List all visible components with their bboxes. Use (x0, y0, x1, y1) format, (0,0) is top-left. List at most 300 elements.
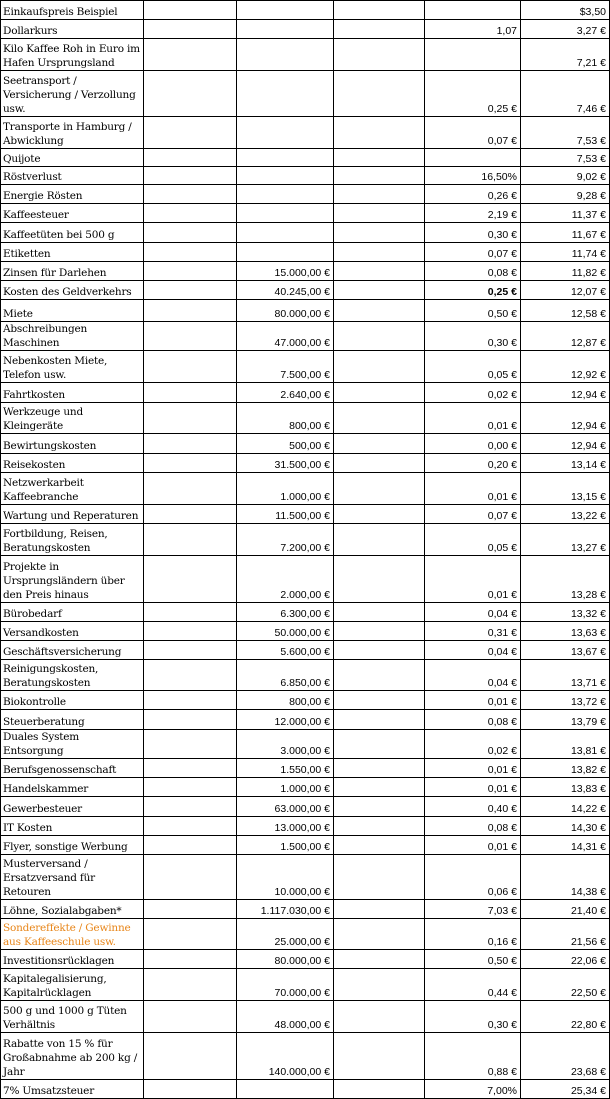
table-row (1, 1, 610, 20)
empty-cell (144, 660, 237, 691)
row-label: Sondereffekte / Gewinne aus Kaffeeschule usw. (1, 919, 144, 950)
empty-cell (144, 149, 237, 167)
row-label: Röstverlust (1, 167, 144, 185)
total-cell: 13,32 € (521, 603, 610, 622)
table-row (1, 505, 610, 524)
amount-cell: 140.000,00 € (237, 1033, 334, 1080)
amount-cell: 80.000,00 € (237, 950, 334, 969)
amount-cell: 25.000,00 € (237, 919, 334, 950)
empty-cell (334, 39, 425, 71)
empty-cell (144, 524, 237, 556)
total-cell: 13,14 € (521, 454, 610, 473)
row-label: Geschäftsversicherung (1, 641, 144, 660)
share-cell: 0,05 € (425, 524, 521, 556)
empty-cell (144, 691, 237, 710)
table-row (1, 223, 610, 243)
table-row (1, 660, 610, 691)
table-row (1, 383, 610, 403)
empty-cell (334, 730, 425, 759)
empty-cell (144, 39, 237, 71)
share-cell: 0,00 € (425, 434, 521, 454)
row-label: Löhne, Sozialabgaben* (1, 900, 144, 919)
empty-cell (334, 403, 425, 434)
share-cell: 0,02 € (425, 730, 521, 759)
empty-cell (334, 1033, 425, 1080)
amount-cell (237, 117, 334, 149)
total-cell: 14,31 € (521, 836, 610, 855)
table-row (1, 454, 610, 473)
share-cell: 0,44 € (425, 969, 521, 1001)
row-label: Biokontrolle (1, 691, 144, 710)
empty-cell (144, 322, 237, 351)
total-cell: 13,22 € (521, 505, 610, 524)
share-cell: 0,88 € (425, 1033, 521, 1080)
amount-cell: 800,00 € (237, 403, 334, 434)
share-cell: 0,07 € (425, 243, 521, 262)
share-cell: 0,01 € (425, 403, 521, 434)
empty-cell (144, 969, 237, 1001)
amount-cell (237, 223, 334, 243)
share-cell: 0,07 € (425, 505, 521, 524)
table-row (1, 434, 610, 454)
table-row (1, 556, 610, 603)
share-cell: 0,20 € (425, 454, 521, 473)
table-row (1, 730, 610, 759)
row-label: Transporte in Hamburg / Abwicklung (1, 117, 144, 149)
total-cell: 7,46 € (521, 71, 610, 117)
empty-cell (144, 300, 237, 322)
total-cell: 7,21 € (521, 39, 610, 71)
empty-cell (144, 204, 237, 223)
amount-cell: 1.550,00 € (237, 759, 334, 778)
total-cell: 13,27 € (521, 524, 610, 556)
empty-cell (334, 223, 425, 243)
empty-cell (334, 149, 425, 167)
share-cell (425, 149, 521, 167)
share-cell: 0,50 € (425, 950, 521, 969)
empty-cell (144, 262, 237, 281)
total-cell: 12,94 € (521, 403, 610, 434)
row-label: Seetransport / Versicherung / Verzollung usw. (1, 71, 144, 117)
table-row (1, 167, 610, 185)
table-row (1, 403, 610, 434)
empty-cell (144, 950, 237, 969)
amount-cell: 12.000,00 € (237, 710, 334, 730)
total-cell: 12,92 € (521, 351, 610, 383)
empty-cell (334, 351, 425, 383)
total-cell: 21,40 € (521, 900, 610, 919)
amount-cell (237, 204, 334, 223)
empty-cell (334, 71, 425, 117)
empty-cell (144, 1, 237, 20)
amount-cell: 500,00 € (237, 434, 334, 454)
amount-cell: 800,00 € (237, 691, 334, 710)
row-label: 7% Umsatzsteuer (1, 1080, 144, 1099)
empty-cell (144, 759, 237, 778)
amount-cell: 47.000,00 € (237, 322, 334, 351)
table-row (1, 39, 610, 71)
empty-cell (334, 919, 425, 950)
table-row (1, 300, 610, 322)
total-cell: 9,02 € (521, 167, 610, 185)
table-row (1, 919, 610, 950)
empty-cell (334, 524, 425, 556)
share-cell (425, 39, 521, 71)
table-row (1, 524, 610, 556)
empty-cell (334, 243, 425, 262)
row-label: Zinsen für Darlehen (1, 262, 144, 281)
table-row (1, 149, 610, 167)
row-label: Quijote (1, 149, 144, 167)
share-cell: 0,08 € (425, 262, 521, 281)
amount-cell (237, 20, 334, 39)
total-cell: 13,28 € (521, 556, 610, 603)
empty-cell (334, 817, 425, 836)
share-cell: 0,01 € (425, 836, 521, 855)
empty-cell (334, 262, 425, 281)
total-cell: 25,34 € (521, 1080, 610, 1099)
table-row (1, 641, 610, 660)
empty-cell (334, 505, 425, 524)
amount-cell (237, 1, 334, 20)
table-row (1, 710, 610, 730)
table-row (1, 836, 610, 855)
row-label: Bewirtungskosten (1, 434, 144, 454)
share-cell: 1,07 (425, 20, 521, 39)
amount-cell: 1.117.030,00 € (237, 900, 334, 919)
amount-cell: 50.000,00 € (237, 622, 334, 641)
amount-cell: 1.000,00 € (237, 473, 334, 505)
amount-cell: 40.245,00 € (237, 281, 334, 300)
share-cell: 0,04 € (425, 660, 521, 691)
total-cell: 13,72 € (521, 691, 610, 710)
share-cell: 0,01 € (425, 759, 521, 778)
table-row (1, 20, 610, 39)
amount-cell (237, 71, 334, 117)
row-label: IT Kosten (1, 817, 144, 836)
empty-cell (334, 281, 425, 300)
empty-cell (334, 603, 425, 622)
total-cell: 11,82 € (521, 262, 610, 281)
table-row (1, 262, 610, 281)
amount-cell: 70.000,00 € (237, 969, 334, 1001)
share-cell: 0,30 € (425, 322, 521, 351)
total-cell: 13,83 € (521, 778, 610, 797)
share-cell: 16,50% (425, 167, 521, 185)
empty-cell (334, 556, 425, 603)
row-label: Berufsgenossenschaft (1, 759, 144, 778)
row-label: Handelskammer (1, 778, 144, 797)
empty-cell (144, 223, 237, 243)
empty-cell (144, 797, 237, 817)
empty-cell (334, 759, 425, 778)
row-label: Etiketten (1, 243, 144, 262)
table-row (1, 622, 610, 641)
table-row (1, 855, 610, 900)
amount-cell (237, 1080, 334, 1099)
empty-cell (144, 710, 237, 730)
total-cell: $3,50 (521, 1, 610, 20)
row-label: Flyer, sonstige Werbung (1, 836, 144, 855)
amount-cell: 13.000,00 € (237, 817, 334, 836)
share-cell: 0,50 € (425, 300, 521, 322)
amount-cell: 7.500,00 € (237, 351, 334, 383)
amount-cell: 63.000,00 € (237, 797, 334, 817)
total-cell: 13,79 € (521, 710, 610, 730)
row-label: Abschreibungen Maschinen (1, 322, 144, 351)
share-cell: 0,01 € (425, 778, 521, 797)
empty-cell (334, 20, 425, 39)
table-row (1, 603, 610, 622)
share-cell: 0,25 € (425, 281, 521, 300)
empty-cell (334, 950, 425, 969)
row-label: Werkzeuge und Kleingeräte (1, 403, 144, 434)
empty-cell (144, 919, 237, 950)
empty-cell (144, 836, 237, 855)
amount-cell: 7.200,00 € (237, 524, 334, 556)
share-cell: 0,40 € (425, 797, 521, 817)
amount-cell: 1.500,00 € (237, 836, 334, 855)
amount-cell (237, 167, 334, 185)
table-row (1, 1001, 610, 1033)
total-cell: 12,94 € (521, 383, 610, 403)
row-label: Reisekosten (1, 454, 144, 473)
table-row (1, 322, 610, 351)
row-label: Steuerberatung (1, 710, 144, 730)
total-cell: 13,71 € (521, 660, 610, 691)
empty-cell (334, 1, 425, 20)
total-cell: 9,28 € (521, 185, 610, 204)
row-label: 500 g und 1000 g Tüten Verhältnis (1, 1001, 144, 1033)
amount-cell (237, 39, 334, 71)
empty-cell (334, 836, 425, 855)
row-label: Reinigungskosten, Beratungskosten (1, 660, 144, 691)
amount-cell (237, 243, 334, 262)
row-label: Kaffeetüten bei 500 g (1, 223, 144, 243)
empty-cell (144, 1080, 237, 1099)
amount-cell: 2.000,00 € (237, 556, 334, 603)
share-cell: 7,03 € (425, 900, 521, 919)
table-row (1, 950, 610, 969)
total-cell: 12,94 € (521, 434, 610, 454)
share-cell: 0,30 € (425, 223, 521, 243)
empty-cell (144, 281, 237, 300)
row-label: Kilo Kaffee Roh in Euro im Hafen Ursprungsland (1, 39, 144, 71)
share-cell: 0,31 € (425, 622, 521, 641)
empty-cell (334, 473, 425, 505)
row-label: Wartung und Reperaturen (1, 505, 144, 524)
empty-cell (144, 473, 237, 505)
total-cell: 12,87 € (521, 322, 610, 351)
empty-cell (144, 351, 237, 383)
row-label: Fahrtkosten (1, 383, 144, 403)
empty-cell (144, 622, 237, 641)
table-row (1, 759, 610, 778)
row-label: Duales System Entsorgung (1, 730, 144, 759)
total-cell: 21,56 € (521, 919, 610, 950)
amount-cell: 11.500,00 € (237, 505, 334, 524)
total-cell: 11,67 € (521, 223, 610, 243)
empty-cell (144, 185, 237, 204)
row-label: Nebenkosten Miete, Telefon usw. (1, 351, 144, 383)
row-label: Fortbildung, Reisen, Beratungskosten (1, 524, 144, 556)
table-row (1, 797, 610, 817)
share-cell: 0,01 € (425, 473, 521, 505)
empty-cell (334, 778, 425, 797)
amount-cell: 1.000,00 € (237, 778, 334, 797)
row-label: Energie Rösten (1, 185, 144, 204)
share-cell: 0,01 € (425, 556, 521, 603)
total-cell: 14,30 € (521, 817, 610, 836)
row-label: Netzwerkarbeit Kaffeebranche (1, 473, 144, 505)
amount-cell: 10.000,00 € (237, 855, 334, 900)
share-cell: 0,26 € (425, 185, 521, 204)
empty-cell (144, 505, 237, 524)
share-cell: 0,02 € (425, 383, 521, 403)
row-label: Gewerbesteuer (1, 797, 144, 817)
table-row (1, 900, 610, 919)
total-cell: 13,15 € (521, 473, 610, 505)
row-label: Kosten des Geldverkehrs (1, 281, 144, 300)
row-label: Dollarkurs (1, 20, 144, 39)
share-cell: 0,08 € (425, 710, 521, 730)
row-label: Kaffeesteuer (1, 204, 144, 223)
empty-cell (144, 20, 237, 39)
total-cell: 23,68 € (521, 1033, 610, 1080)
amount-cell: 3.000,00 € (237, 730, 334, 759)
total-cell: 22,50 € (521, 969, 610, 1001)
row-label: Versandkosten (1, 622, 144, 641)
amount-cell: 80.000,00 € (237, 300, 334, 322)
empty-cell (144, 1001, 237, 1033)
empty-cell (334, 167, 425, 185)
empty-cell (144, 1033, 237, 1080)
share-cell: 0,05 € (425, 351, 521, 383)
table-row (1, 691, 610, 710)
table-row (1, 1080, 610, 1099)
empty-cell (334, 383, 425, 403)
empty-cell (334, 710, 425, 730)
empty-cell (334, 855, 425, 900)
total-cell: 12,07 € (521, 281, 610, 300)
empty-cell (144, 167, 237, 185)
amount-cell: 2.640,00 € (237, 383, 334, 403)
table-row (1, 351, 610, 383)
empty-cell (334, 300, 425, 322)
share-cell: 7,00% (425, 1080, 521, 1099)
row-label: Projekte in Ursprungsländern über den Preis hinaus (1, 556, 144, 603)
row-label: Miete (1, 300, 144, 322)
amount-cell (237, 185, 334, 204)
total-cell: 3,27 € (521, 20, 610, 39)
total-cell: 7,53 € (521, 149, 610, 167)
total-cell: 13,82 € (521, 759, 610, 778)
empty-cell (334, 185, 425, 204)
share-cell: 0,16 € (425, 919, 521, 950)
amount-cell: 5.600,00 € (237, 641, 334, 660)
empty-cell (144, 243, 237, 262)
total-cell: 14,22 € (521, 797, 610, 817)
empty-cell (144, 117, 237, 149)
row-label: Rabatte von 15 % für Großabnahme ab 200 kg / Jahr (1, 1033, 144, 1080)
share-cell (425, 1, 521, 20)
total-cell: 11,37 € (521, 204, 610, 223)
table-row (1, 1033, 610, 1080)
empty-cell (144, 454, 237, 473)
table-row (1, 281, 610, 300)
empty-cell (144, 383, 237, 403)
empty-cell (144, 434, 237, 454)
empty-cell (334, 622, 425, 641)
total-cell: 22,06 € (521, 950, 610, 969)
share-cell: 0,04 € (425, 641, 521, 660)
total-cell: 12,58 € (521, 300, 610, 322)
empty-cell (334, 1001, 425, 1033)
table-row (1, 817, 610, 836)
empty-cell (144, 778, 237, 797)
empty-cell (334, 660, 425, 691)
share-cell: 0,01 € (425, 691, 521, 710)
amount-cell: 48.000,00 € (237, 1001, 334, 1033)
share-cell: 0,25 € (425, 71, 521, 117)
row-label: Kapitalegalisierung, Kapitalrücklagen (1, 969, 144, 1001)
row-label: Musterversand / Ersatzversand für Retouren (1, 855, 144, 900)
total-cell: 13,63 € (521, 622, 610, 641)
total-cell: 13,81 € (521, 730, 610, 759)
empty-cell (334, 204, 425, 223)
empty-cell (144, 556, 237, 603)
empty-cell (144, 855, 237, 900)
empty-cell (144, 403, 237, 434)
row-label: Einkaufspreis Beispiel (1, 1, 144, 20)
empty-cell (144, 730, 237, 759)
empty-cell (334, 1080, 425, 1099)
amount-cell: 15.000,00 € (237, 262, 334, 281)
row-label: Bürobedarf (1, 603, 144, 622)
share-cell: 0,08 € (425, 817, 521, 836)
total-cell: 14,38 € (521, 855, 610, 900)
empty-cell (334, 641, 425, 660)
share-cell: 0,07 € (425, 117, 521, 149)
empty-cell (144, 817, 237, 836)
empty-cell (334, 434, 425, 454)
amount-cell (237, 149, 334, 167)
empty-cell (334, 322, 425, 351)
table-row (1, 117, 610, 149)
table-row (1, 778, 610, 797)
amount-cell: 6.300,00 € (237, 603, 334, 622)
share-cell: 0,04 € (425, 603, 521, 622)
empty-cell (334, 691, 425, 710)
empty-cell (144, 71, 237, 117)
share-cell: 2,19 € (425, 204, 521, 223)
share-cell: 0,06 € (425, 855, 521, 900)
empty-cell (334, 454, 425, 473)
amount-cell: 6.850,00 € (237, 660, 334, 691)
empty-cell (334, 969, 425, 1001)
empty-cell (334, 117, 425, 149)
empty-cell (144, 641, 237, 660)
total-cell: 13,67 € (521, 641, 610, 660)
amount-cell: 31.500,00 € (237, 454, 334, 473)
table-row (1, 243, 610, 262)
table-row (1, 185, 610, 204)
table-row (1, 969, 610, 1001)
share-cell: 0,30 € (425, 1001, 521, 1033)
table-row (1, 473, 610, 505)
total-cell: 7,53 € (521, 117, 610, 149)
empty-cell (144, 603, 237, 622)
